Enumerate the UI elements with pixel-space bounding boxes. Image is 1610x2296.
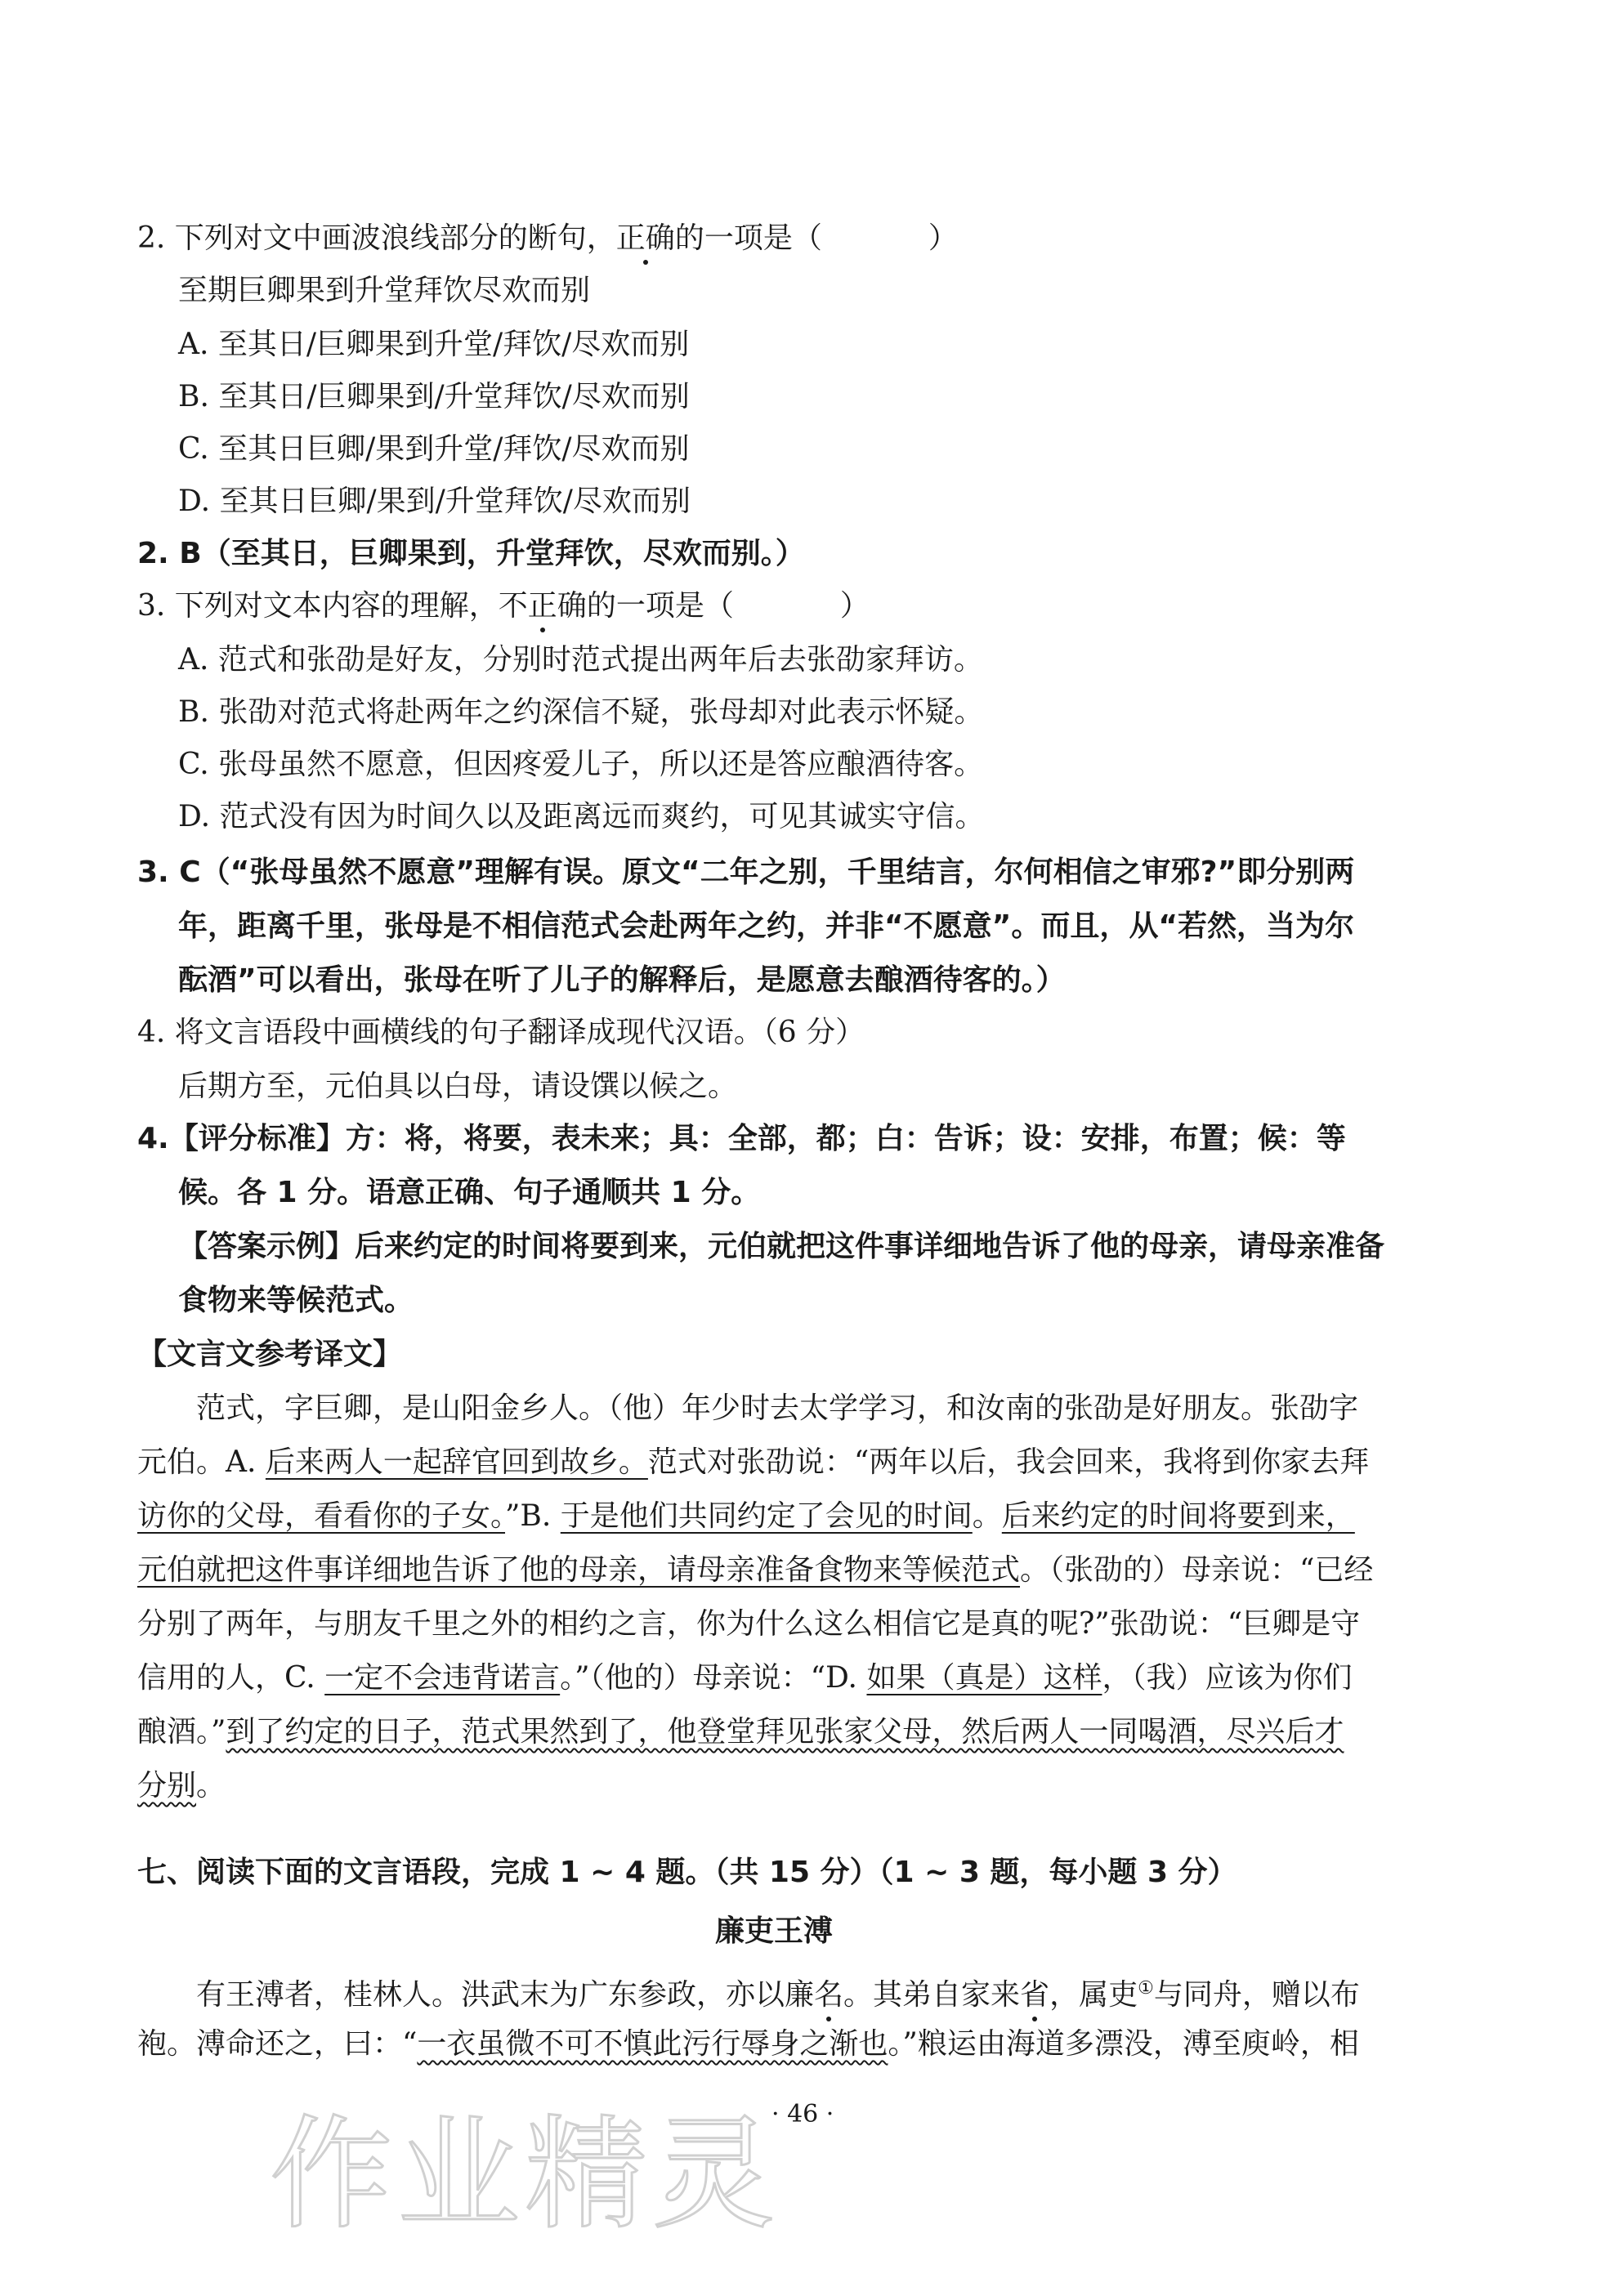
translation-line-1: 范式，字巨卿，是山阳金乡人。（他）年少时去太学学习，和汝南的张劭是好朋友。张劭字 xyxy=(196,1391,1359,1425)
translation-line-2: 元伯。A. 后来两人一起辞官回到故乡。范式对张劭说：“两年以后，我会回来，我将到你家去拜 xyxy=(137,1445,1370,1479)
emphasis-dot-text: 省 xyxy=(1020,1978,1050,2012)
section7-heading: 七、阅读下面的文言语段，完成 1 ~ 4 题。（共 15 分）（1 ~ 3 题，每小题 3 分） xyxy=(137,1856,1237,1889)
q3-answer-line-2: 年，距离千里，张母是不相信范式会赴两年之约，并非“不愿意”。而且，从“若然，当为尔 xyxy=(178,909,1354,943)
emphasis-dot-text: 正确 xyxy=(615,221,675,255)
q2-stem: 2. 下列对文中画波浪线部分的断句，正确的一项是（ ） xyxy=(137,221,958,255)
q2-option-d: D. 至其日巨卿/果到/升堂拜饮/尽欢而别 xyxy=(178,485,691,518)
q4-stem: 4. 将文言语段中画横线的句子翻译成现代汉语。（6 分） xyxy=(137,1016,865,1049)
q4-passage: 后期方至，元伯具以白母，请设馔以候之。 xyxy=(178,1070,738,1103)
q3-answer-line-3: 酝酒”可以看出，张母在听了儿子的解释后，是愿意去酿酒待客的。） xyxy=(178,963,1066,997)
q4-answer-line-2: 候。各 1 分。语意正确、句子通顺共 1 分。 xyxy=(178,1176,761,1209)
translation-line-4: 元伯就把这件事详细地告诉了他的母亲，请母亲准备食物来等候范式。（张劭的）母亲说：“已经 xyxy=(137,1553,1374,1587)
q4-answer-line-1: 4.【评分标准】方：将，将要，表未来；具：全部，都；白：告诉；设：安排，布置；候：等 xyxy=(137,1122,1346,1155)
q4-answer-line-4: 食物来等候范式。 xyxy=(178,1284,414,1317)
translation-line-6: 信用的人，C. 一定不会违背诺言。”（他的）母亲说：“D. 如果（真是）这样，（我）应该为你们 xyxy=(137,1661,1353,1695)
translation-line-5: 分别了两年，与朋友千里之外的相约之言，你为什么这么相信它是真的呢?”张劭说：“巨卿是守 xyxy=(137,1607,1361,1641)
q2-option-a: A. 至其日/巨卿果到升堂/拜饮/尽欢而别 xyxy=(178,328,690,361)
emphasis-dot-text: 名 xyxy=(814,1978,844,2012)
translation-line-7: 酿酒。”到了约定的日子，范式果然到了，他登堂拜见张家父母，然后两人一同喝酒，尽兴后才 xyxy=(137,1715,1344,1749)
translation-line-3: 访你的父母，看看你的子女。”B. 于是他们共同约定了会见的时间。后来约定的时间将要到来， xyxy=(137,1499,1355,1533)
translation-heading: 【文言文参考译文】 xyxy=(137,1338,403,1371)
q3-stem: 3. 下列对文本内容的理解，不正确的一项是（ ） xyxy=(137,589,870,623)
q3-option-b: B. 张劭对范式将赴两年之约深信不疑，张母却对此表示怀疑。 xyxy=(178,695,984,729)
q2-option-b: B. 至其日/巨卿果到/升堂拜饮/尽欢而别 xyxy=(178,380,690,413)
q2-option-c: C. 至其日巨卿/果到升堂/拜饮/尽欢而别 xyxy=(178,432,690,466)
q3-option-d: D. 范式没有因为时间久以及距离远而爽约，可见其诚实守信。 xyxy=(178,800,985,833)
passage-line-1: 有王溥者，桂林人。洪武末为广东参政，亦以廉名。其弟自家来省，属吏①与同舟，赠以布 xyxy=(196,1978,1360,2012)
q2-answer: 2. B（至其日，巨卿果到，升堂拜饮，尽欢而别。） xyxy=(137,537,805,570)
q3-option-c: C. 张母虽然不愿意，但因疼爱儿子，所以还是答应酿酒待客。 xyxy=(178,748,984,781)
q3-option-a: A. 范式和张劭是好友，分别时范式提出两年后去张劭家拜访。 xyxy=(178,643,983,677)
q2-passage: 至期巨卿果到升堂拜饮尽欢而别 xyxy=(178,274,591,307)
translation-line-8: 分别。 xyxy=(137,1769,226,1802)
page-number: · 46 · xyxy=(771,2100,834,2128)
footnote-marker: ① xyxy=(1138,1978,1154,1999)
q4-answer-line-3: 【答案示例】后来约定的时间将要到来，元伯就把这件事详细地告诉了他的母亲，请母亲准备 xyxy=(178,1230,1385,1263)
passage-line-2: 袍。溥命还之，曰：“一衣虽微不可不慎此污行辱身之渐也。”粮运由海道多漂没，溥至庾岭，相 xyxy=(137,2027,1359,2061)
watermark-logo: 作业精灵 xyxy=(270,2104,780,2246)
passage-title: 廉吏王溥 xyxy=(715,1914,834,1948)
emphasis-dot-text: 不正确 xyxy=(498,589,587,623)
q3-answer-line-1: 3. C（“张母虽然不愿意”理解有误。原文“二年之别，千里结言，尔何相信之审邪?”即分别两 xyxy=(137,855,1355,889)
